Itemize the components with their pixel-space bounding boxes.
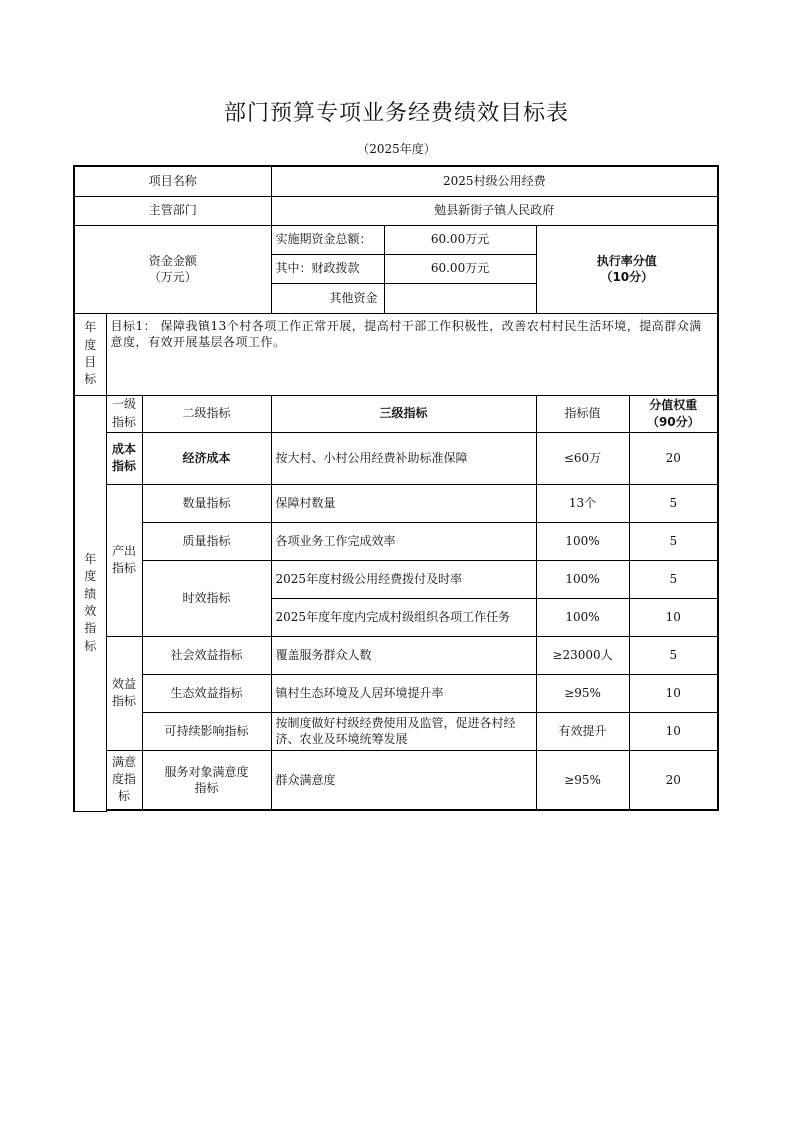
funds-other-label: 其他资金 xyxy=(271,283,384,313)
cost-value: ≤60万 xyxy=(536,432,629,484)
sustainable-level2: 可持续影响指标 xyxy=(142,712,271,750)
quality-weight: 5 xyxy=(629,522,718,560)
timeliness-level2: 时效指标 xyxy=(142,560,271,636)
timeliness-level3-2: 2025年度年度内完成村级组织各项工作任务 xyxy=(271,598,536,636)
project-name-label: 项目名称 xyxy=(74,166,271,196)
execution-rate-line1: 执行率分值 xyxy=(596,253,657,268)
timeliness-value-2: 100% xyxy=(536,598,629,636)
timeliness-value-1: 100% xyxy=(536,560,629,598)
satisfaction-level1: 满意 度指 标 xyxy=(106,750,142,810)
sustainable-weight: 10 xyxy=(629,712,718,750)
cost-weight: 20 xyxy=(629,432,718,484)
social-level2: 社会效益指标 xyxy=(142,636,271,674)
header-weight-line2: （90分） xyxy=(646,414,700,429)
quality-value: 100% xyxy=(536,522,629,560)
header-level3: 三级指标 xyxy=(271,395,536,432)
funds-label xyxy=(74,225,271,313)
project-name-value: 2025村级公用经费 xyxy=(271,166,718,196)
annual-goal-label: 年 度 目 标 xyxy=(74,313,106,395)
social-level3: 覆盖服务群众人数 xyxy=(271,636,536,674)
department-label: 主管部门 xyxy=(74,196,271,225)
header-level2: 二级指标 xyxy=(142,395,271,432)
header-level1: 一级 指标 xyxy=(106,395,142,432)
funds-other-value xyxy=(384,283,536,313)
header-weight xyxy=(629,395,718,432)
satisfaction-level2-line1: 服务对象满意度 xyxy=(164,764,249,779)
cost-level1: 成本 指标 xyxy=(106,432,142,484)
header-value: 指标值 xyxy=(536,395,629,432)
indicators-section-label: 年 度 绩 效 指 标 xyxy=(74,395,106,811)
funds-fiscal-value: 60.00万元 xyxy=(384,254,536,283)
cost-level3: 按大村、小村公用经费补助标准保障 xyxy=(271,432,536,484)
quantity-level2: 数量指标 xyxy=(142,484,271,522)
quantity-level3: 保障村数量 xyxy=(271,484,536,522)
quality-level3: 各项业务工作完成效率 xyxy=(271,522,536,560)
execution-rate-score xyxy=(536,225,718,313)
ecological-level3: 镇村生态环境及人居环境提升率 xyxy=(271,674,536,712)
department-value: 勉县新街子镇人民政府 xyxy=(271,196,718,225)
social-value: ≥23000人 xyxy=(536,636,629,674)
header-weight-line1: 分值权重 xyxy=(649,398,698,413)
quantity-value: 13个 xyxy=(536,484,629,522)
sustainable-value: 有效提升 xyxy=(536,712,629,750)
satisfaction-level3: 群众满意度 xyxy=(271,750,536,810)
satisfaction-weight: 20 xyxy=(629,750,718,810)
execution-rate-line2: （10分） xyxy=(600,270,654,284)
funds-label-line1: 资金金额 xyxy=(148,253,197,268)
ecological-level2: 生态效益指标 xyxy=(142,674,271,712)
quantity-weight: 5 xyxy=(629,484,718,522)
satisfaction-level2 xyxy=(142,750,271,810)
sustainable-level3: 按制度做好村级经费使用及监管，促进各村经济、农业及环境统筹发展 xyxy=(271,712,536,750)
timeliness-weight-2: 10 xyxy=(629,598,718,636)
ecological-value: ≥95% xyxy=(536,674,629,712)
cost-level2: 经济成本 xyxy=(142,432,271,484)
output-level1: 产出 指标 xyxy=(106,484,142,636)
timeliness-level3-1: 2025年度村级公用经费拨付及时率 xyxy=(271,560,536,598)
funds-total-label: 实施期资金总额： xyxy=(271,225,384,254)
quality-level2: 质量指标 xyxy=(142,522,271,560)
satisfaction-value: ≥95% xyxy=(536,750,629,810)
annual-goal-text: 目标1： 保障我镇13个村各项工作正常开展，提高村干部工作积极性，改善农村村民生活环境，提高群众满意度，有效开展基层各项工作。 xyxy=(106,313,718,395)
social-weight: 5 xyxy=(629,636,718,674)
benefit-level1: 效益 指标 xyxy=(106,636,142,750)
ecological-weight: 10 xyxy=(629,674,718,712)
timeliness-weight-1: 5 xyxy=(629,560,718,598)
performance-table xyxy=(73,165,719,812)
page-subtitle: （2025年度） xyxy=(357,142,436,156)
funds-total-value: 60.00万元 xyxy=(384,225,536,254)
funds-label-line2: （万元） xyxy=(148,270,197,284)
funds-fiscal-label: 其中：财政拨款 xyxy=(271,254,384,283)
satisfaction-level2-line2: 指标 xyxy=(194,780,219,795)
page-title: 部门预算专项业务经费绩效目标表 xyxy=(223,101,569,126)
